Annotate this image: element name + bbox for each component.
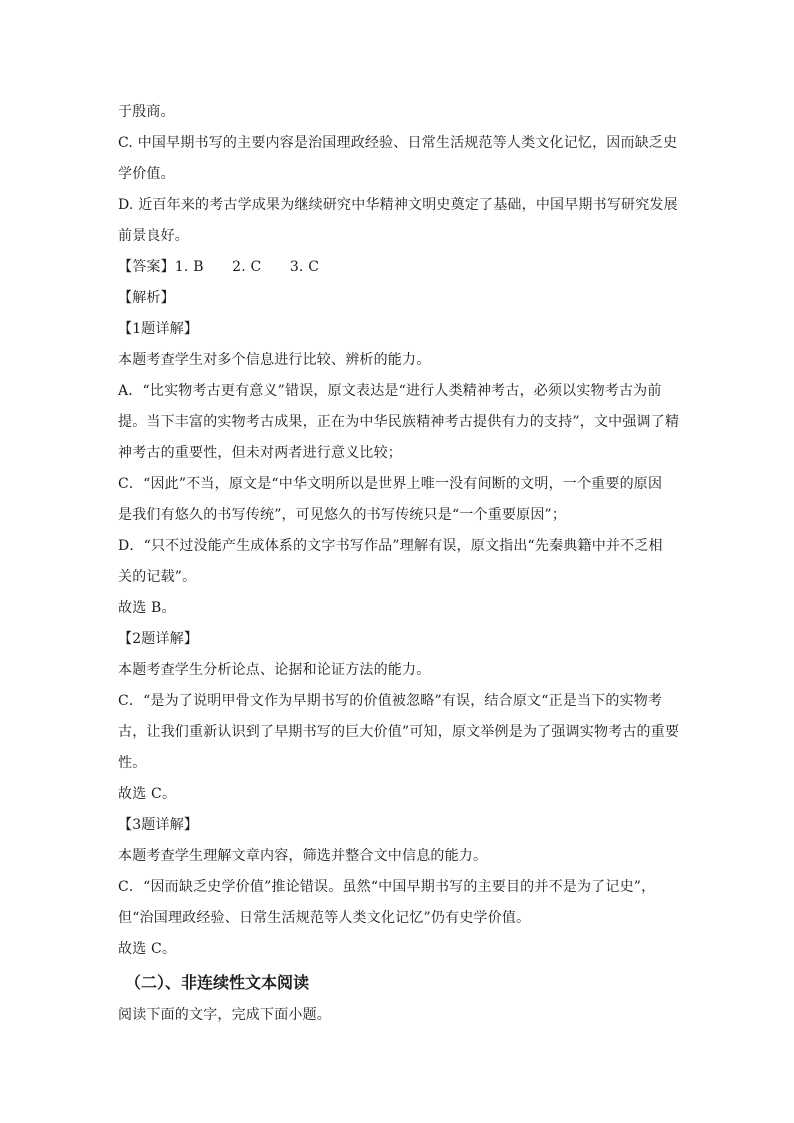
question-heading: 【3题详解】	[118, 817, 199, 833]
text-line: 故选 C。	[118, 786, 177, 802]
analysis-heading: 【解析】	[118, 290, 175, 306]
text-line: C. 中国早期书写的主要内容是治国理政经验、日常生活规范等人类文化记忆，因而缺乏史	[118, 135, 678, 151]
text-line: 故选 B。	[118, 600, 176, 616]
text-line: D．“只不过没能产生成体系的文字书写作品”理解有误，原文指出“先秦典籍中并不乏相	[118, 538, 663, 554]
text-line: 于殷商。	[118, 104, 175, 120]
text-line: C．“因此”不当，原文是“中华文明所以是世界上唯一没有间断的文明，一个重要的原因	[118, 476, 663, 492]
question-heading: 【2题详解】	[118, 631, 199, 647]
section-title: （二）、非连续性文本阅读	[125, 973, 310, 992]
text-line: 本题考查学生分析论点、论据和论证方法的能力。	[118, 662, 431, 678]
text-line: 学价值。	[118, 166, 175, 182]
text-line: 古，让我们重新认识到了早期书写的巨大价值”可知，原文举例是为了强调实物考古的重要	[118, 724, 680, 740]
text-line: A．“比实物考古更有意义”错误，原文表达是“进行人类精神考古，必须以实物考古为前	[118, 383, 662, 399]
text-line: 性。	[118, 755, 147, 771]
text-line: C．“因而缺乏史学价值”推论错误。虽然“中国早期书写的主要目的并不是为了记史”，	[118, 879, 656, 895]
text-line: 故选 C。	[118, 941, 177, 957]
text-line: 本题考查学生对多个信息进行比较、辨析的能力。	[118, 352, 431, 368]
text-line: 神考古的重要性，但未对两者进行意义比较；	[118, 445, 402, 461]
text-line: 本题考查学生理解文章内容，筛选并整合文中信息的能力。	[118, 848, 488, 864]
text-line: 但“治国理政经验、日常生活规范等人类文化记忆”仍有史学价值。	[118, 910, 531, 926]
text-line: C．“是为了说明甲骨文作为早期书写的价值被忽略”有误，结合原文“正是当下的实物考	[118, 693, 663, 709]
text-line: D. 近百年来的考古学成果为继续研究中华精神文明史奠定了基础，中国早期书写研究发展	[118, 197, 678, 213]
question-heading: 【1题详解】	[118, 321, 199, 337]
text-line: 关的记载”。	[118, 569, 197, 585]
text-line: 提。当下丰富的实物考古成果，正在为中华民族精神考古提供有力的支持”，文中强调了精	[118, 414, 680, 430]
text-line: 是我们有悠久的书写传统”，可见悠久的书写传统只是“一个重要原因”；	[118, 507, 567, 523]
text-line: 前景良好。	[118, 228, 189, 244]
answer-line: 【答案】1. B 2. C 3. C	[118, 259, 320, 275]
text-line: 阅读下面的文字，完成下面小题。	[118, 1007, 331, 1023]
